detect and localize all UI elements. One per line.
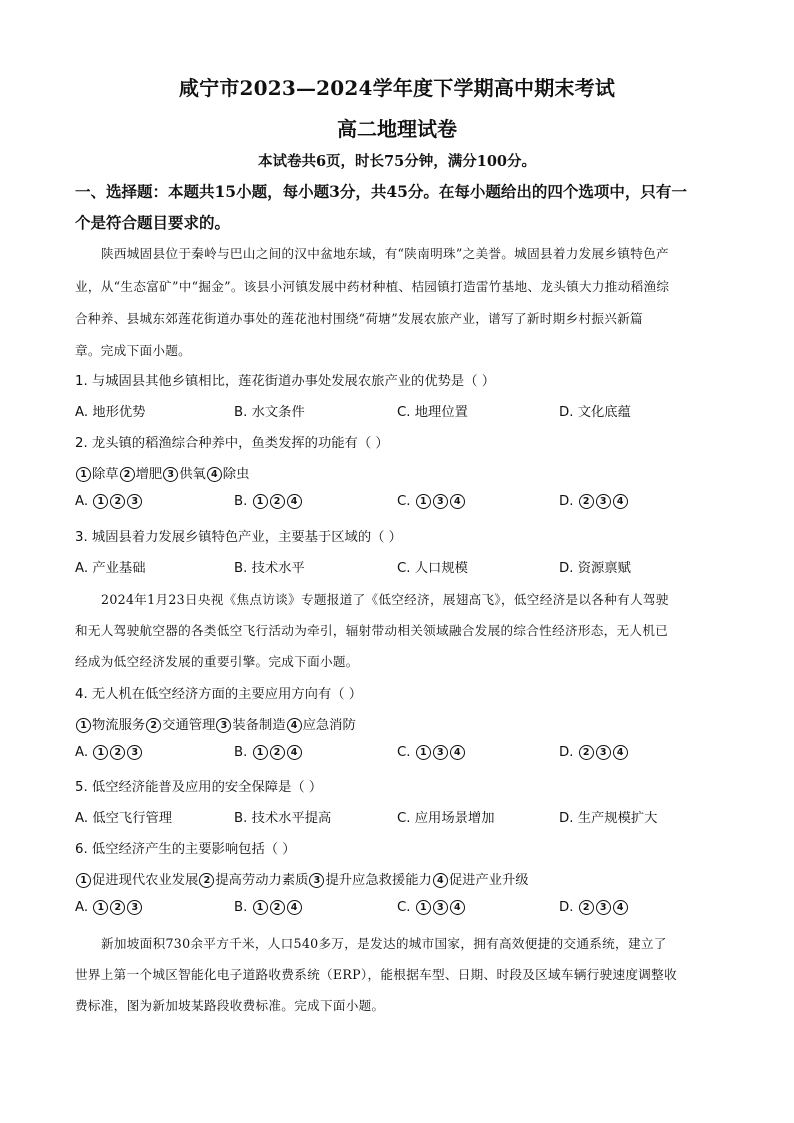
q1-option-b[interactable]: B. 水文条件: [234, 405, 305, 420]
q2-option-d[interactable]: D. 2 3 4: [559, 494, 629, 509]
circled-number: 3: [216, 718, 231, 733]
passage3-line: 新加坡面积730余平方千米，人口540多万，是发达的城市国家，拥有高效便捷的交通系统，建立了: [101, 936, 667, 951]
q1-option-a[interactable]: A. 地形优势: [75, 405, 146, 420]
q2-item: 除虫: [222, 467, 250, 482]
passage3-line: 世界上第一个城区智能化电子道路收费系统（ERP），能根据车型、日期、时段及区域车辆行驶速度调整收: [75, 967, 677, 982]
q4-item: 物流服务: [92, 718, 146, 733]
q6-item: 促进现代农业发展: [92, 873, 199, 888]
question-5-stem: 5. 低空经济能普及应用的安全保障是（ ）: [75, 780, 323, 795]
q4-option-d[interactable]: D. 2 3 4: [559, 745, 629, 760]
q3-option-c[interactable]: C. 人口规模: [397, 561, 468, 576]
question-1-stem: 1. 与城固县其他乡镇相比，莲花街道办事处发展农旅产业的优势是（ ）: [75, 374, 496, 389]
circled-number: 4: [433, 873, 448, 888]
q2-option-b[interactable]: B. 1 2 4: [234, 494, 303, 509]
exam-subtitle: 高二地理试卷: [337, 117, 457, 141]
question-2-stem: 2. 龙头镇的稻渔综合种养中，鱼类发挥的功能有（ ）: [75, 436, 389, 451]
circled-number: 2: [199, 873, 214, 888]
q6-items: [75, 869, 529, 888]
passage1-line: 合种养、县城东郊莲花街道办事处的莲花池村围绕“荷塘”发展农旅产业，谱写了新时期乡村振兴新篇: [75, 311, 643, 326]
question-6-stem: 6. 低空经济产生的主要影响包括（ ）: [75, 842, 296, 857]
q2-item: 除草: [92, 467, 119, 482]
q5-option-a[interactable]: A. 低空飞行管理: [75, 811, 173, 826]
q4-item: 装备制造: [232, 718, 286, 733]
q1-option-d[interactable]: D. 文化底蕴: [559, 405, 631, 420]
q6-option-b[interactable]: B. 1 2 4: [234, 900, 303, 915]
q1-option-c[interactable]: C. 地理位置: [397, 405, 468, 420]
q6-item: 提升应急救援能力: [325, 873, 432, 888]
q4-item: 应急消防: [302, 718, 356, 733]
circled-number: 4: [287, 718, 302, 733]
passage1-line: 章。完成下面小题。: [75, 343, 192, 358]
question-4-stem: 4. 无人机在低空经济方面的主要应用方向有（ ）: [75, 687, 363, 702]
q4-items: [75, 714, 356, 733]
passage1-line: 陕西城固县位于秦岭与巴山之间的汉中盆地东域，有“陕南明珠”之美誉。城固县着力发展乡镇特色产: [101, 246, 669, 261]
q6-option-c[interactable]: C. 1 3 4: [397, 900, 466, 915]
question-3-stem: 3. 城固县着力发展乡镇特色产业，主要基于区域的（ ）: [75, 530, 402, 545]
passage1-line: 业，从“生态富矿”中“掘金”。该县小河镇发展中药材种植、桔园镇打造雷竹基地、龙头镇大力推动稻渔综: [75, 279, 670, 294]
circled-number: 3: [163, 467, 178, 482]
passage2-line: 2024年1月23日央视《焦点访谈》专题报道了《低空经济，展翅高飞》，低空经济是以各种有人驾驶: [101, 592, 669, 607]
circled-number: 1: [76, 467, 91, 482]
section-heading-line1: 一、选择题：本题共15小题，每小题3分，共45分。在每小题给出的四个选项中，只有一: [75, 182, 687, 201]
q5-option-d[interactable]: D. 生产规模扩大: [559, 811, 658, 826]
q3-option-d[interactable]: D. 资源禀赋: [559, 561, 631, 576]
q5-option-c[interactable]: C. 应用场景增加: [397, 811, 495, 826]
circled-number: 2: [120, 467, 135, 482]
circled-number: 1: [76, 718, 91, 733]
passage2-line: 经成为低空经济发展的重要引擎。完成下面小题。: [75, 654, 359, 669]
exam-info: 本试卷共6页，时长75分钟，满分100分。: [257, 153, 537, 170]
q3-option-b[interactable]: B. 技术水平: [234, 561, 305, 576]
passage2-line: 和无人驾驶航空器的各类低空飞行活动为牵引，辐射带动相关领域融合发展的综合性经济形态，无人机已: [75, 623, 669, 638]
section-heading-line2: 个是符合题目要求的。: [75, 213, 231, 232]
q4-option-b[interactable]: B. 1 2 4: [234, 745, 303, 760]
q5-option-b[interactable]: B. 技术水平提高: [234, 811, 332, 826]
q2-item: 增肥: [135, 467, 163, 482]
q4-option-a[interactable]: A. 1 2 3: [75, 745, 143, 760]
q4-option-c[interactable]: C. 1 3 4: [397, 745, 466, 760]
q3-option-a[interactable]: A. 产业基础: [75, 561, 146, 576]
q6-option-d[interactable]: D. 2 3 4: [559, 900, 629, 915]
q2-option-a[interactable]: A. 1 2 3: [75, 494, 143, 509]
circled-number: 1: [76, 873, 91, 888]
q2-item: 供氧: [179, 467, 206, 482]
q6-item: 提高劳动力素质: [215, 873, 309, 888]
circled-number: 2: [146, 718, 161, 733]
exam-title: 咸宁市2023—2024学年度下学期高中期末考试: [178, 76, 616, 100]
q2-items: [75, 463, 249, 482]
q6-option-a[interactable]: A. 1 2 3: [75, 900, 143, 915]
q6-item: 促进产业升级: [448, 873, 529, 888]
q2-option-c[interactable]: C. 1 3 4: [397, 494, 466, 509]
circled-number: 4: [207, 467, 222, 482]
circled-number: 3: [309, 873, 324, 888]
q4-item: 交通管理: [162, 718, 216, 733]
passage3-line: 费标准，图为新加坡某路段收费标准。完成下面小题。: [75, 998, 385, 1013]
